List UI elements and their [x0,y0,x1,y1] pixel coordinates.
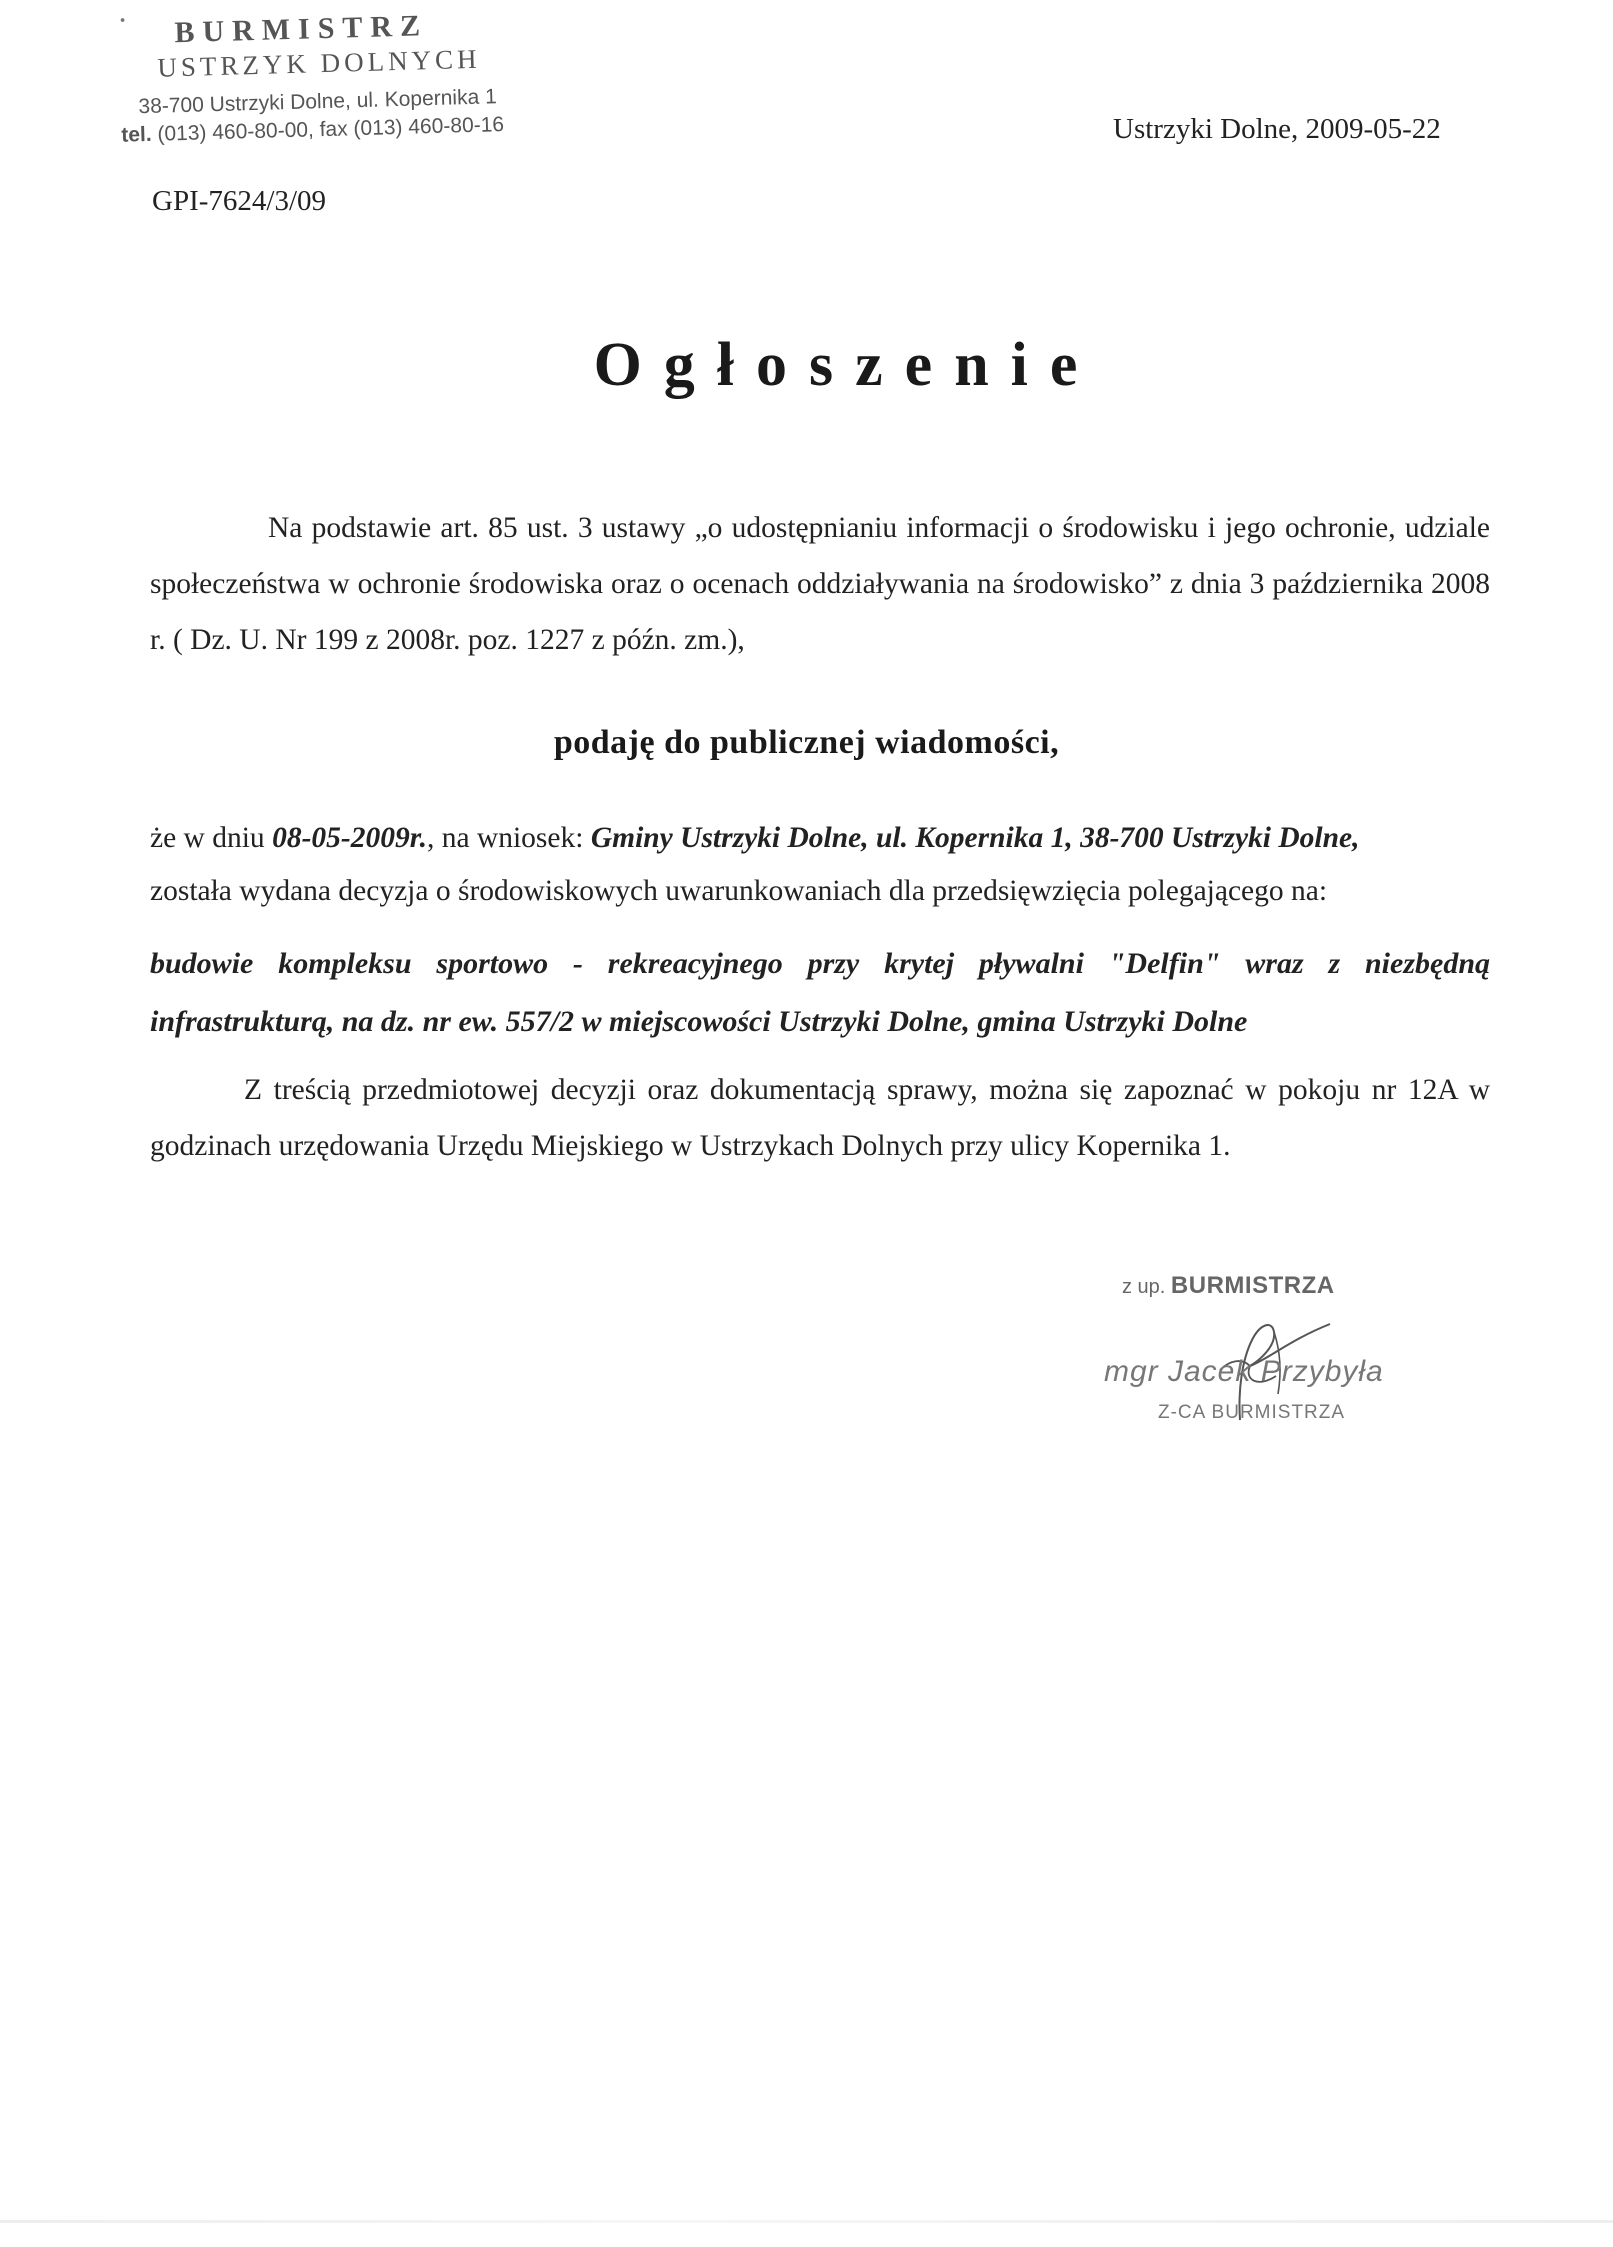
signatory-role: Z-CA BURMISTRZA [1158,1402,1346,1423]
reference-number: GPI-7624/3/09 [152,185,326,217]
information-paragraph: Z treścią przedmiotowej decyzji oraz dokumentacją sprawy, można się zapoznać w pokoju nr 12A w godzinach urzędowania Urzędu Miejskiego w Ustrzykach Dolnych przy ulicy Kopernika 1. [150,1074,1490,1162]
document-title: Ogłoszenie [593,331,1100,399]
signatory-name: mgr Jacek Przybyła [1104,1355,1384,1388]
decision-middle: , na wniosek: [426,822,591,854]
applicant: Gminy Ustrzyki Dolne, ul. Kopernika 1, 38-700 Ustrzyki Dolne, [590,822,1360,854]
stamp-address: 38-700 Ustrzyki Dolne, ul. Kopernika 1 [138,85,498,119]
on-behalf-title: BURMISTRZA [1170,1272,1335,1299]
decision-date: 08-05-2009r. [272,822,427,854]
place-and-date: Ustrzyki Dolne, 2009-05-22 [1113,113,1441,145]
decision-line [150,822,1490,855]
decision-statement: została wydana decyzja o środowiskowych uwarunkowaniach dla przedsięwzięcia polegającego na: [150,875,1328,907]
legal-basis-paragraph: Na podstawie art. 85 ust. 3 ustawy „o udostępnianiu informacji o środowisku i jego ochronie, udziale społeczeństwa w ochronie środowiska oraz o ocenach oddziaływania na środowisko” z dnia 3 października 2008 r. ( Dz. U. Nr 199 z 2008r. poz. 1227 z późn. zm.), [150,512,1490,656]
stamp-phone [121,113,504,148]
on-behalf-prefix: z up. [1122,1276,1171,1298]
stamp-tel-label: tel. [120,122,152,147]
project-description: budowie kompleksu sportowo - rekreacyjnego przy krytej pływalni "Delfin" wraz z niezbędną infrastrukturą, na dz. nr ew. 557/2 w miejscowości Ustrzyki Dolne, gmina Ustrzyki Dolne [150,947,1490,1038]
decision-prefix: że w dniu [150,822,273,854]
stamp-title: BURMISTRZ [173,9,429,50]
announcement-subheading: podaję do publicznej wiadomości, [553,724,1060,761]
header-stamp [110,6,530,147]
stamp-mark: • [119,11,126,28]
stamp-phone-numbers: (013) 460-80-00, fax (013) 460-80-16 [157,113,505,146]
stamp-subtitle: USTRZYK DOLNYCH [156,43,481,83]
scan-edge-divider [0,2220,1613,2223]
signature-on-behalf [1122,1272,1335,1300]
